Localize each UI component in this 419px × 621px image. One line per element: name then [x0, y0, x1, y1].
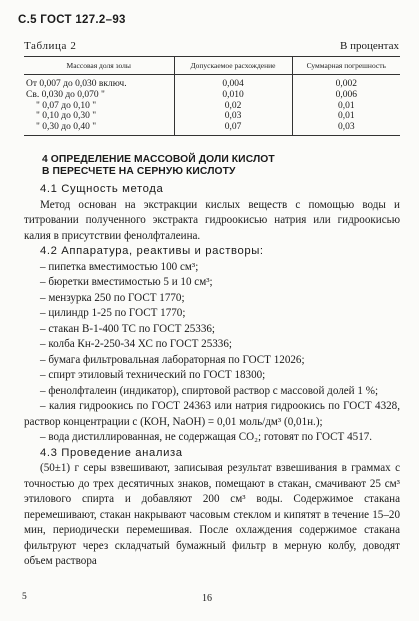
table-units: В процентах	[340, 40, 399, 52]
list-item: – стакан В-1-400 ТС по ГОСТ 25336;	[40, 322, 216, 335]
list-item: – бюретки вместимостью 5 и 10 см³;	[40, 276, 213, 288]
document-body	[24, 182, 400, 570]
column-header: Суммарная погрешность	[292, 57, 400, 75]
table-cell: " 0,07 до 0,10 "	[36, 100, 97, 111]
table-row	[24, 111, 400, 122]
table-row	[24, 75, 400, 90]
list-item: – фенолфталеин (индикатор), спиртовой раствор с массовой долей 1 %;	[40, 384, 379, 397]
column-header: Массовая доля золы	[24, 57, 174, 75]
section-title-line: В ПЕРЕСЧЕТЕ НА СЕРНУЮ КИСЛОТУ	[42, 166, 236, 177]
paragraph-method-essence: Метод основан на экстракции кислых веществ с помощью воды и титровании полученного экстракта гидроокисью натрия или гидроокисью калия в присутствии фенолфталеина.	[24, 198, 400, 242]
list-item: – колба Кн-2-250-34 ХС по ГОСТ 25336;	[40, 338, 232, 350]
list-item: – мензурка 250 по ГОСТ 1770;	[40, 291, 185, 304]
table-cell: 0,03	[174, 111, 292, 122]
table-cell: 0,01	[292, 101, 400, 112]
page-number: 16	[202, 593, 212, 604]
subsection-heading-4-3: 4.3 Проведение анализа	[40, 446, 183, 459]
table-cell: " 0,10 до 0,30 "	[36, 111, 97, 122]
table-cell: 0,010	[174, 90, 292, 101]
list-item: – пипетка вместимостью 100 см³;	[40, 260, 199, 273]
list-item: – спирт этиловый технический по ГОСТ 18300;	[40, 369, 266, 381]
table-cell: Св. 0,030 до 0,070 "	[26, 89, 105, 100]
list-item: – вода дистиллированная, не содержащая CO₂; готовят по ГОСТ 4517.	[40, 431, 373, 443]
subsection-heading-4-1: 4.1 Сущность метода	[40, 183, 164, 195]
table-cell: 0,004	[174, 75, 292, 90]
margin-mark: 5	[22, 592, 27, 602]
table-label: Таблица 2	[24, 40, 77, 52]
table-cell: 0,02	[174, 101, 292, 112]
list-item: – бумага фильтровальная лабораторная по ГОСТ 12026;	[40, 353, 305, 366]
table-cell: 0,01	[292, 111, 400, 122]
table-cell: 0,03	[292, 122, 400, 135]
table-row	[24, 101, 400, 112]
table-row	[24, 90, 400, 101]
paragraph-analysis-procedure: (50±1) г серы взвешивают, записывая результат взвешивания в граммах с точностью до трех десятичных знаков, помещают в стакан, смачивают 25 см³ этилового спирта и добавляют 200 см³ воды. Содержимое стакана перемешивают, стакан накрывают часовым стеклом и кипятят в течение 15–20 мин, периодически перемешивая. После охлаждения содержимое стакана фильтруют через складчатый бумажный фильтр в мерную колбу, доводят объем раствора	[24, 462, 400, 567]
table-cell: " 0,30 до 0,40 "	[24, 122, 174, 135]
subsection-heading-4-2: 4.2 Аппаратура, реактивы и растворы:	[40, 245, 264, 257]
table-cell: 0,006	[292, 90, 400, 101]
table-cell: 0,002	[292, 75, 400, 90]
table-cell: 0,07	[174, 122, 292, 135]
column-header: Допускаемое расхождение	[174, 57, 292, 75]
list-item: – калия гидроокись по ГОСТ 24363 или натрия гидроокись по ГОСТ 4328, раствор концентрации c (КОН, NaOH) = 0,01 моль/дм³ (0,01н.);	[24, 400, 400, 428]
page-header: С.5 ГОСТ 127.2–93	[18, 14, 126, 26]
list-item: – цилиндр 1-25 по ГОСТ 1770;	[40, 307, 186, 319]
section-4-title	[42, 154, 275, 178]
table-row	[24, 122, 400, 135]
ash-content-table	[24, 56, 400, 136]
section-title-line: 4 ОПРЕДЕЛЕНИЕ МАССОВОЙ ДОЛИ КИСЛОТ	[42, 154, 275, 165]
table-cell: От 0,007 до 0,030 включ.	[26, 79, 127, 89]
